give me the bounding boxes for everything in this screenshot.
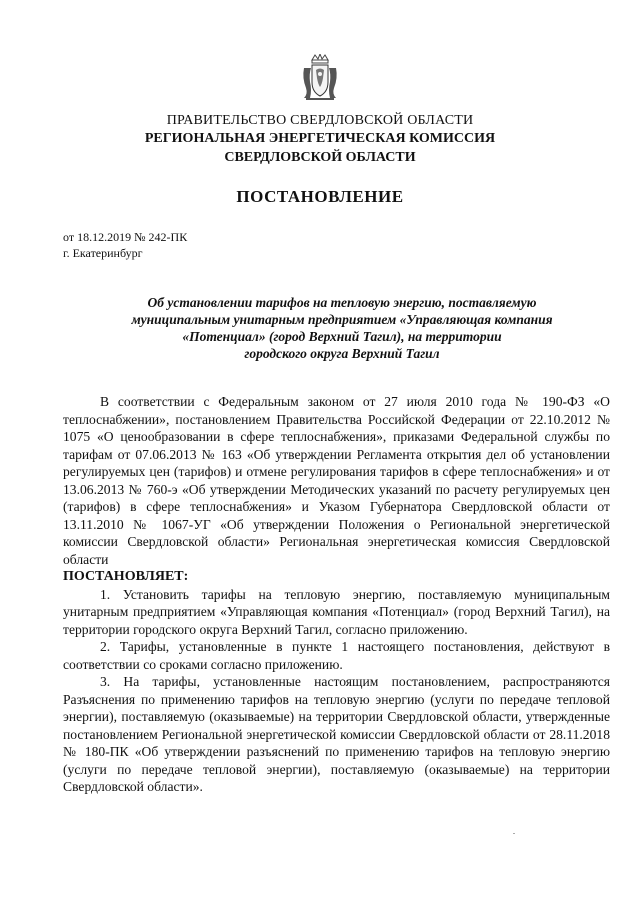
commission-region: СВЕРДЛОВСКОЙ ОБЛАСТИ	[224, 150, 416, 165]
title-line: городского округа Верхний Тагил	[244, 346, 440, 361]
document-title	[96, 294, 588, 362]
title-line: Об установлении тарифов на тепловую энергию, поставляемую	[147, 295, 537, 310]
coat-of-arms-icon	[300, 54, 340, 102]
title-line: «Потенциал» (город Верхний Тагил), на территории	[182, 329, 502, 344]
government-name: ПРАВИТЕЛЬСТВО СВЕРДЛОВСКОЙ ОБЛАСТИ	[166, 113, 474, 128]
item-paragraph-2: 2. Тарифы, установленные в пункте 1 настоящего постановления, действуют в соответствии со сроками согласно приложению.	[63, 639, 610, 672]
scan-speck	[513, 833, 515, 834]
document-city: г. Екатеринбург	[63, 246, 143, 260]
document-type: ПОСТАНОВЛЕНИЕ	[236, 187, 404, 206]
title-line: муниципальным унитарным предприятием «Управляющая компания	[131, 312, 553, 327]
preamble-paragraph: В соответствии с Федеральным законом от 27 июля 2010 года № 190-ФЗ «О теплоснабжении», постановлением Правительства Российской Федерации от 22.10.2012 № 1075 «О ценообразовании в сфере теплоснабжения», приказами Федеральной службы по тарифам от 07.06.2013 № 163 «Об утверждении Регламента открытия дел об установлении регулируемых цен (тарифов) и отмене регулирования тарифов в сфере теплоснабжения» и от 13.06.2013 № 760-э «Об утверждении Методических указаний по расчету регулируемых цен (тарифов) в сфере теплоснабжения» и Указом Губернатора Свердловской области от 13.11.2010 № 1067-УГ «Об утверждении Положения о Региональной энергетической комиссии Свердловской области» Региональная энергетическая комиссия Свердловской области	[63, 394, 610, 567]
item-paragraph-3: 3. На тарифы, установленные настоящим постановлением, распространяются Разъяснения по применению тарифов на тепловую энергию (услуги по передаче тепловой энергии), поставляемую (оказываемые) на территории Свердловской области, утвержденные постановлением Региональной энергетической комиссии Свердловской области от 28.11.2018 № 180-ПК «Об утверждении разъяснений по применению тарифов на тепловую энергию (услуги по передаче тепловой энергии), поставляемую (оказываемые) на территории Свердловской области».	[63, 674, 610, 794]
resolves-heading: ПОСТАНОВЛЯЕТ:	[63, 569, 189, 584]
commission-name: РЕГИОНАЛЬНАЯ ЭНЕРГЕТИЧЕСКАЯ КОМИССИЯ	[144, 131, 496, 146]
item-paragraph-1: 1. Установить тарифы на тепловую энергию, поставляемую муниципальным унитарным предприятием «Управляющая компания «Потенциал» (город Верхний Тагил), на территории городского округа Верхний Тагил, согласно приложению.	[63, 586, 610, 637]
document-body	[63, 393, 610, 796]
document-date-number: от 18.12.2019 № 242-ПК	[63, 230, 188, 244]
